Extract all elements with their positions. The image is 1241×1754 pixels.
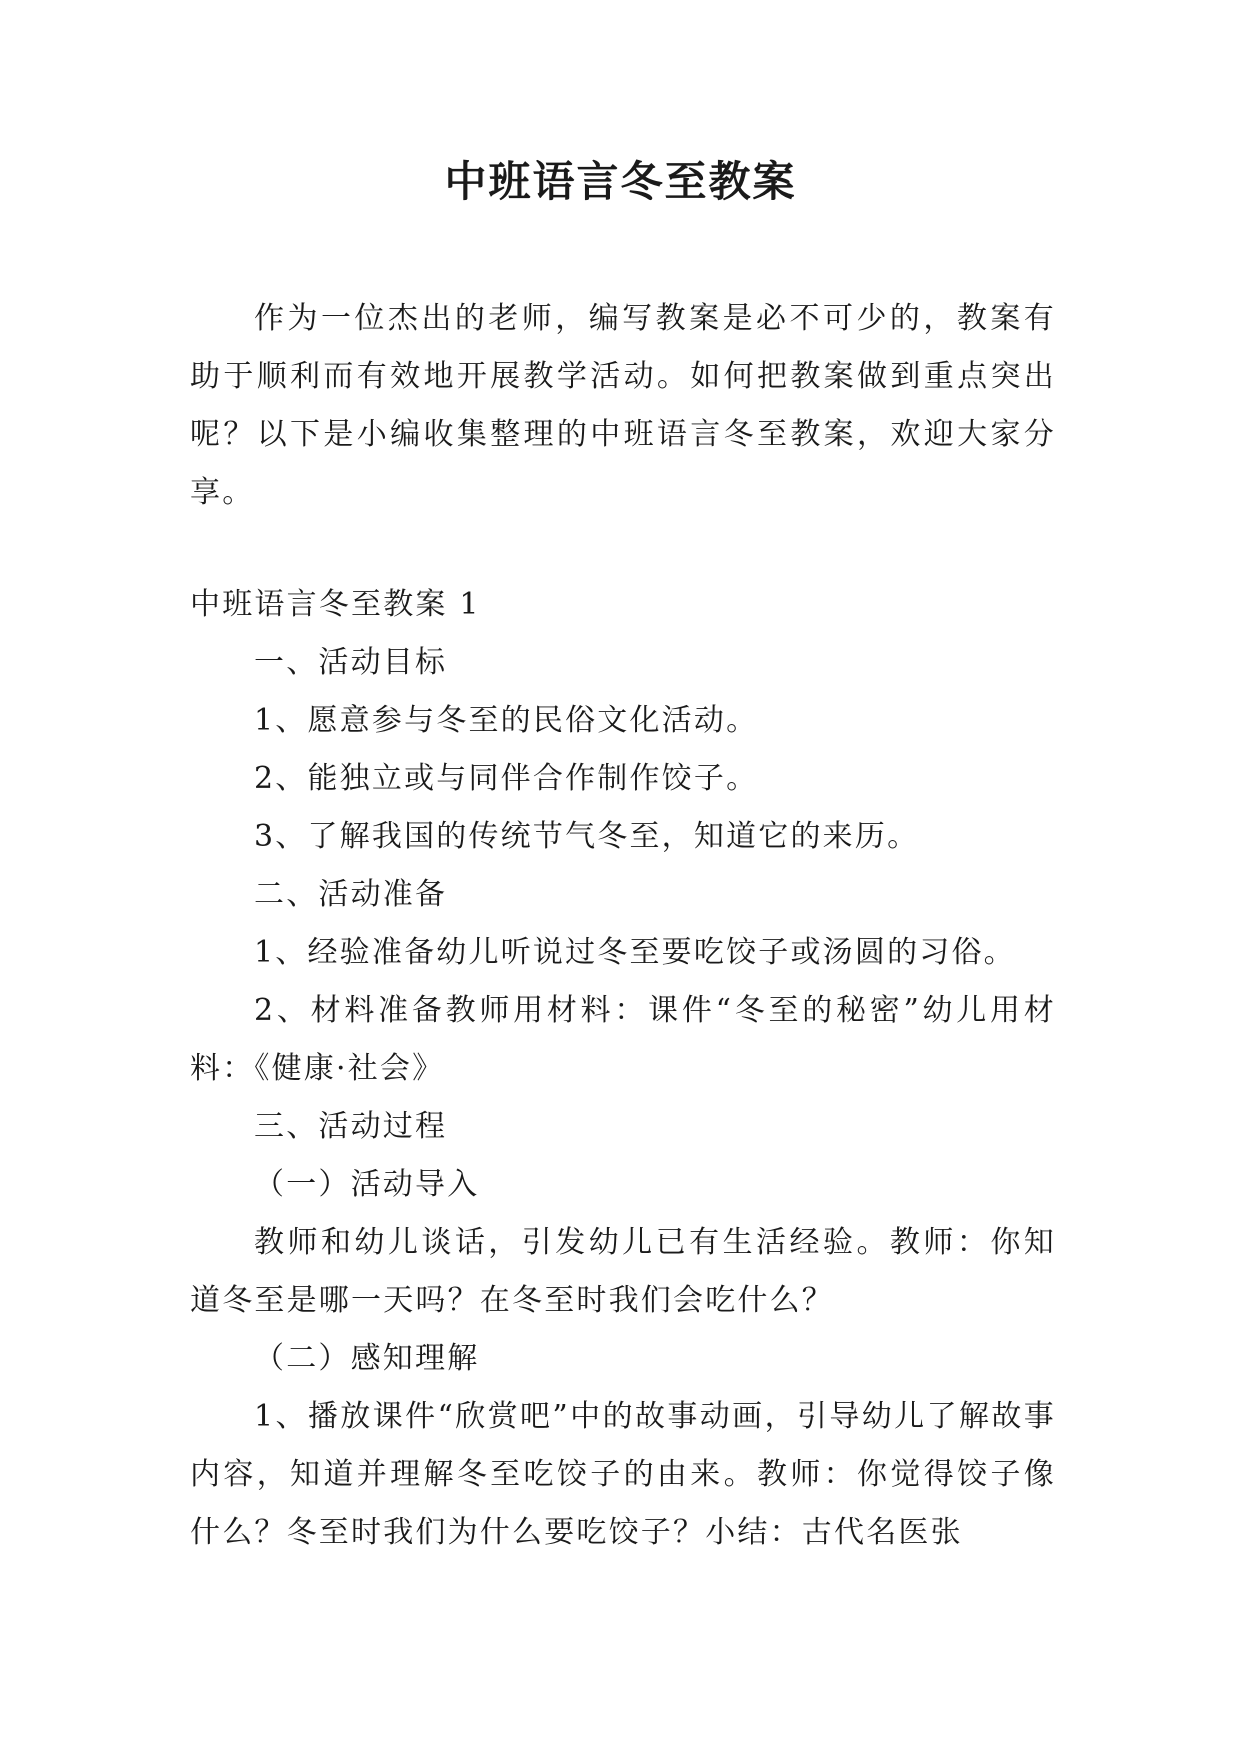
process-paragraph-1: 教师和幼儿谈话，引发幼儿已有生活经验。教师：你知道冬至是哪一天吗？在冬至时我们会吃什么？ [190,1225,1056,1318]
goal-item-2: 2、能独立或与同伴合作制作饺子。 [254,761,759,796]
intro-paragraph: 作为一位杰出的老师，编写教案是必不可少的，教案有助于顺利而有效地开展教学活动。如何把教案做到重点突出呢？以下是小编收集整理的中班语言冬至教案，欢迎大家分享。 [190,301,1056,510]
subheading-activity-intro: （一）活动导入 [254,1167,480,1202]
goal-item-3: 3、了解我国的传统节气冬至，知道它的来历。 [254,819,920,854]
preparation-item-2: 2、材料准备教师用材料：课件“冬至的秘密”幼儿用材料：《健康·社会》 [190,993,1056,1086]
heading-activity-process: 三、活动过程 [254,1109,448,1144]
preparation-item-1: 1、经验准备幼儿听说过冬至要吃饺子或汤圆的习俗。 [254,935,1016,970]
section-title: 中班语言冬至教案 1 [190,587,481,622]
heading-activity-goals: 一、活动目标 [254,645,448,680]
document-title: 中班语言冬至教案 [444,157,797,206]
document-body [190,290,1056,1562]
heading-activity-preparation: 二、活动准备 [254,877,448,912]
subheading-perception: （二）感知理解 [254,1341,480,1376]
goal-item-1: 1、愿意参与冬至的民俗文化活动。 [254,703,759,738]
process-paragraph-2: 1、播放课件“欣赏吧”中的故事动画，引导幼儿了解故事内容，知道并理解冬至吃饺子的由来。教师：你觉得饺子像什么？冬至时我们为什么要吃饺子？小结：古代名医张 [190,1399,1056,1550]
